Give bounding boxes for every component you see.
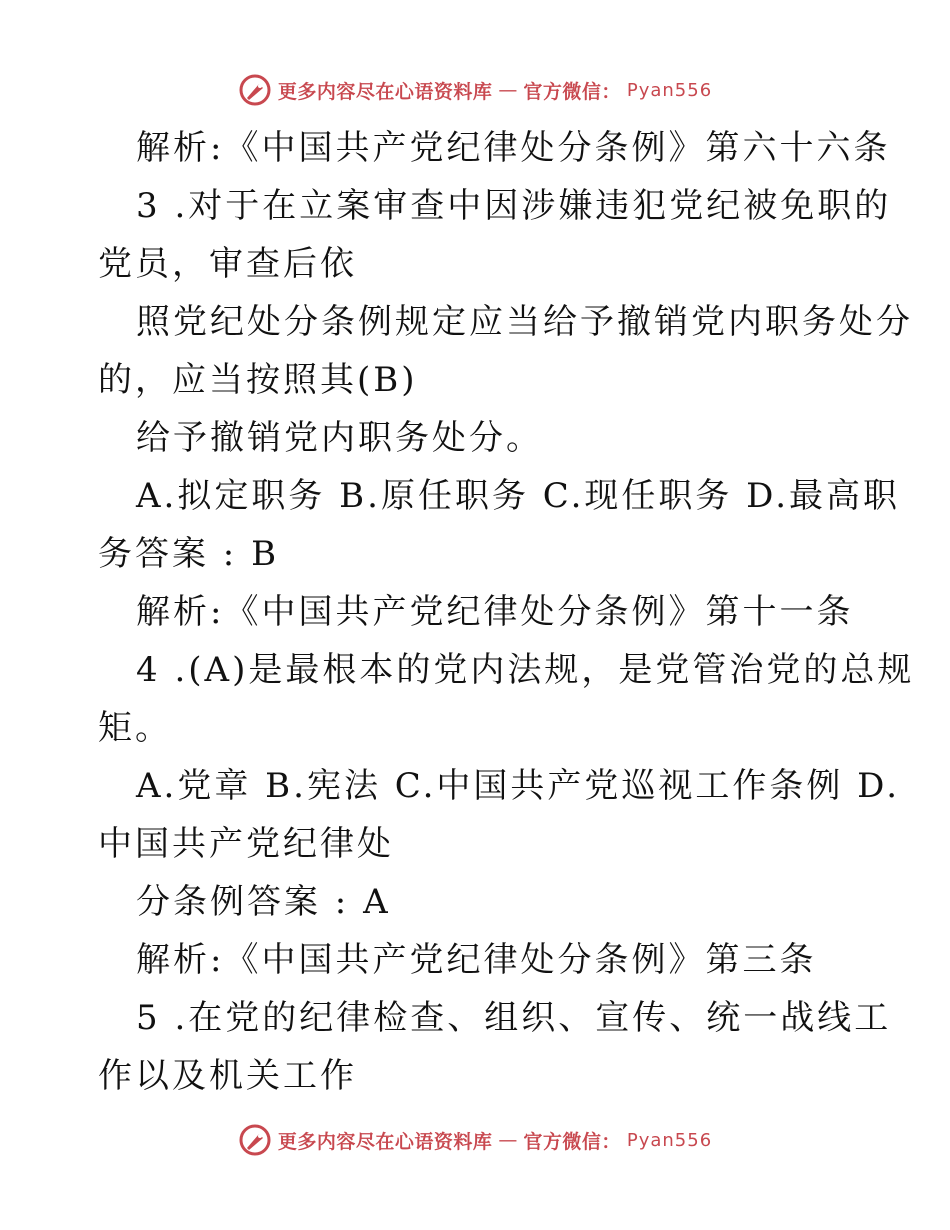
text-line: 给予撤销党内职务处分。 bbox=[136, 418, 543, 458]
text-line: A.拟定职务 B.原任职务 C.现任职务 D.最高职 bbox=[136, 476, 901, 516]
banner-title: 更多内容尽在心语资料库 bbox=[277, 1130, 493, 1153]
text-line: A.党章 B.宪法 C.中国共产党巡视工作条例 D. bbox=[136, 766, 901, 806]
text-line: 的，应当按照其(B) bbox=[98, 360, 418, 400]
text-line: 4 .(A)是最根本的党内法规，是党管治党的总规 bbox=[136, 650, 915, 690]
footer-banner bbox=[0, 1120, 950, 1160]
banner-separator: — bbox=[498, 79, 518, 101]
text-line: 矩。 bbox=[98, 708, 172, 748]
text-line: 党员，审查后依 bbox=[98, 244, 357, 284]
banner-content bbox=[238, 1123, 712, 1157]
text-line: 中国共产党纪律处 bbox=[98, 824, 394, 864]
pen-nib-logo-icon bbox=[238, 73, 272, 107]
banner-separator: — bbox=[498, 1129, 518, 1151]
pen-nib-logo-icon bbox=[238, 1123, 272, 1157]
banner-wechat-label: 官方微信： bbox=[523, 1130, 621, 1153]
text-line: 作以及机关工作 bbox=[98, 1056, 357, 1096]
text-line: 解析:《中国共产党纪律处分条例》第六十六条 bbox=[136, 128, 891, 168]
banner-title: 更多内容尽在心语资料库 bbox=[277, 80, 493, 103]
text-line: 照党纪处分条例规定应当给予撤销党内职务处分 bbox=[136, 302, 913, 342]
text-line: 5 .在党的纪律检查、组织、宣传、统一战线工 bbox=[136, 998, 892, 1038]
banner-wechat-id: Pyan556 bbox=[626, 79, 713, 101]
text-line: 3 .对于在立案审查中因涉嫌违犯党纪被免职的 bbox=[136, 186, 892, 226]
header-banner bbox=[0, 70, 950, 110]
banner-wechat-label: 官方微信： bbox=[523, 80, 621, 103]
text-line: 务答案 : B bbox=[98, 534, 280, 574]
banner-wechat-id: Pyan556 bbox=[626, 1129, 713, 1151]
text-line: 分条例答案 : A bbox=[136, 882, 391, 922]
text-line: 解析:《中国共产党纪律处分条例》第十一条 bbox=[136, 592, 854, 632]
banner-content bbox=[238, 73, 712, 107]
text-line: 解析:《中国共产党纪律处分条例》第三条 bbox=[136, 940, 817, 980]
